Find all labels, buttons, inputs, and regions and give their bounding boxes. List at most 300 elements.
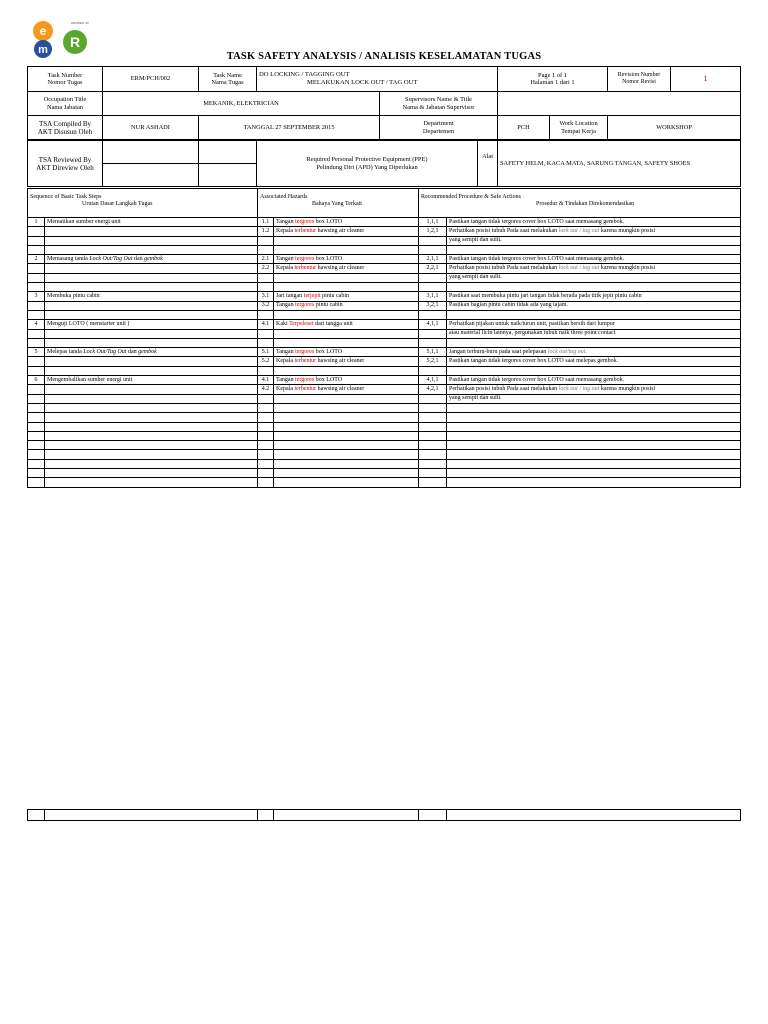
hazard-number: 5.2 — [258, 357, 274, 366]
step-text — [45, 236, 258, 245]
procedure-number — [419, 422, 447, 431]
hazard-number: 4.1 — [258, 376, 274, 385]
text-segment: Jari tangan — [276, 293, 304, 300]
hazard-number: 5.1 — [258, 348, 274, 357]
procedure-text — [447, 348, 741, 357]
hazard-text — [274, 245, 419, 254]
procedure-text — [447, 338, 741, 347]
hazard-number — [258, 283, 274, 292]
table-row — [28, 385, 741, 394]
hazard-number — [258, 459, 274, 468]
table-row — [28, 431, 741, 440]
footer-cell — [28, 810, 45, 821]
location-label: Work Location Tempat Kerja — [550, 116, 608, 140]
procedure-text — [447, 301, 741, 310]
step-number — [28, 227, 45, 236]
hazard-text — [274, 283, 419, 292]
procedure-number — [419, 329, 447, 338]
hazard-number: 2.1 — [258, 255, 274, 264]
step-number: 6 — [28, 376, 45, 385]
highlight-red-text: tergores — [295, 348, 315, 355]
table-row — [28, 301, 741, 310]
table-row — [28, 422, 741, 431]
occupation-label: Occupation Title Nama Jabatan — [28, 92, 103, 116]
step-text — [45, 366, 258, 375]
highlight-gray-text: lock out/tag out. — [547, 348, 587, 355]
step-number — [28, 431, 45, 440]
text-segment: Tangan — [276, 302, 296, 309]
step-text — [45, 292, 258, 301]
text-segment: Membuka pintu cabin — [47, 293, 100, 300]
hazard-text — [274, 292, 419, 301]
hazard-number — [258, 478, 274, 487]
table-row — [28, 403, 741, 412]
text-segment: Pastikan tangan tidak tergores cover box LOTO saat memasang gembok. — [449, 376, 625, 383]
task-number-value: ERM/PCH/002 — [103, 67, 199, 92]
revision-cell — [608, 67, 741, 92]
hazard-text — [274, 422, 419, 431]
procedure-text — [447, 227, 741, 236]
procedure-number — [419, 338, 447, 347]
hazard-number — [258, 413, 274, 422]
procedure-text — [447, 385, 741, 394]
hazard-text — [274, 469, 419, 478]
column-header-row — [28, 189, 741, 218]
page-info: Page 1 of 1 Halaman 1 dari 1 — [498, 67, 608, 92]
step-text — [45, 227, 258, 236]
hazard-number — [258, 236, 274, 245]
hazard-text — [274, 348, 419, 357]
procedure-number — [419, 403, 447, 412]
hazard-text — [274, 320, 419, 329]
table-row — [28, 394, 741, 403]
step-text — [45, 413, 258, 422]
footer-cell — [447, 810, 741, 821]
compiled-label: TSA Compiled By AKT Disusun Oleh — [28, 116, 103, 140]
department-value: PCH — [498, 116, 550, 140]
text-segment: Pastikan tangan tidak tergores cover box LOTO saat memasang gembok. — [449, 255, 625, 262]
ppe-label: Required Personal Protective Equipment (PPE) Pelindung Diri (APD) Yang Diperlukan — [257, 141, 478, 187]
alat-label: Alat — [478, 141, 498, 187]
step-number: 3 — [28, 292, 45, 301]
text-segment: box LOTO — [314, 218, 343, 225]
hazard-text — [274, 403, 419, 412]
supervisor-label: Supervisors Name & Title Nama & Jabatan Supervisor — [380, 92, 498, 116]
step-number — [28, 357, 45, 366]
text-segment: atau material licin lainnya, pergunakan tubuh naik three point contact — [449, 330, 616, 337]
procedure-number — [419, 469, 447, 478]
footer-table — [27, 809, 741, 821]
highlight-red-text: terbentur — [294, 265, 317, 272]
text-segment: yang sempit dan sulit. — [449, 237, 502, 244]
procedure-text — [447, 292, 741, 301]
footer-cell — [258, 810, 274, 821]
hazard-text — [274, 273, 419, 282]
highlight-gray-text: lock out / tag out — [558, 265, 600, 272]
procedure-text — [447, 218, 741, 227]
hazard-number: 1.2 — [258, 227, 274, 236]
table-row — [28, 413, 741, 422]
text-segment: Kepala — [276, 227, 295, 234]
text-segment: dan — [126, 348, 139, 355]
steps-header: Sequence of Basic Task Steps Urutan Dasar Langkah Tugas — [28, 189, 258, 218]
procedure-text — [447, 413, 741, 422]
review-table — [27, 140, 741, 187]
step-number: 4 — [28, 320, 45, 329]
reviewed-label: TSA Reviewed By AKT Direview Oleh — [28, 141, 103, 187]
highlight-red-text: tergores — [295, 376, 315, 383]
text-segment: hawsing air cleaner — [316, 385, 365, 392]
ppe-value: SAFETY HELM, KACA MATA, SARUNG TANGAN, SAFETY SHOES — [498, 141, 741, 187]
step-text — [45, 245, 258, 254]
step-number — [28, 338, 45, 347]
step-text — [45, 431, 258, 440]
text-segment: dan — [132, 255, 145, 262]
hazard-text — [274, 301, 419, 310]
step-number — [28, 283, 45, 292]
text-segment: Perhatikan posisi tubuh Pada saat melakukan — [449, 265, 559, 272]
hazard-number — [258, 394, 274, 403]
text-segment: karena mungkin posisi — [599, 265, 656, 272]
procedure-text — [447, 320, 741, 329]
compiled-value: NUR ASHADI — [103, 116, 199, 140]
hazard-number — [258, 441, 274, 450]
step-number — [28, 422, 45, 431]
step-number — [28, 310, 45, 319]
footer-cell — [274, 810, 419, 821]
hazard-text — [274, 357, 419, 366]
hazard-text — [274, 310, 419, 319]
procedure-text — [447, 255, 741, 264]
step-number — [28, 329, 45, 338]
table-row — [28, 310, 741, 319]
step-text — [45, 348, 258, 357]
text-segment: box LOTO — [314, 376, 343, 383]
hazard-number: 3.1 — [258, 292, 274, 301]
text-segment: Pastikan bagian pintu cabin tidak ada yang tajam. — [449, 302, 568, 309]
procedure-text — [447, 236, 741, 245]
procedure-number — [419, 236, 447, 245]
text-segment: Tangan — [276, 348, 296, 355]
procedure-number — [419, 441, 447, 450]
text-segment: Kaki — [276, 320, 290, 327]
highlight-gray-text: lock out / tag out — [558, 385, 600, 392]
procedure-number — [419, 366, 447, 375]
text-segment: hawsing air cleaner — [316, 265, 365, 272]
step-text — [45, 394, 258, 403]
hazard-text — [274, 227, 419, 236]
table-row — [28, 366, 741, 375]
text-segment: Tangan — [276, 376, 296, 383]
procedure-number — [419, 413, 447, 422]
text-segment: Kepala — [276, 385, 295, 392]
hazard-number: 4.2 — [258, 385, 274, 394]
procedure-number: 2,2,1 — [419, 264, 447, 273]
procedure-number — [419, 273, 447, 282]
step-number: 1 — [28, 218, 45, 227]
step-text — [45, 459, 258, 468]
highlight-red-text: Terpeleset — [289, 320, 314, 327]
procedure-number: 2,1,1 — [419, 255, 447, 264]
revision-value: 1 — [703, 74, 708, 84]
footer-cell — [45, 810, 258, 821]
table-row — [28, 218, 741, 227]
highlight-red-text: tergores — [295, 255, 315, 262]
step-text — [45, 478, 258, 487]
step-number — [28, 469, 45, 478]
procedure-text — [447, 394, 741, 403]
document-title: TASK SAFETY ANALYSIS / ANALISIS KESELAMATAN TUGAS — [226, 51, 542, 62]
procedure-number: 1,2,1 — [419, 227, 447, 236]
procedure-number — [419, 394, 447, 403]
table-row — [28, 441, 741, 450]
text-segment: Pastikan tangan tidak tergores cover box LOTO saat melepas gembok. — [449, 358, 619, 365]
table-row — [28, 255, 741, 264]
text-segment: yang sempit dan sulit. — [449, 274, 502, 281]
step-text — [45, 264, 258, 273]
step-number — [28, 413, 45, 422]
date-value: TANGGAL 27 SEPTEMBER 2015 — [199, 116, 380, 140]
procedure-text — [447, 478, 741, 487]
hazard-text — [274, 394, 419, 403]
hazards-header: Associated Hazards Bahaya Yang Terkait — [258, 189, 419, 218]
step-number — [28, 385, 45, 394]
hazard-number — [258, 450, 274, 459]
hazard-text — [274, 264, 419, 273]
hazard-text — [274, 459, 419, 468]
italic-text: Lock Out/Tag Out — [89, 255, 133, 262]
step-number — [28, 301, 45, 310]
table-row — [28, 329, 741, 338]
reviewed-value-2 — [199, 141, 257, 164]
hazard-text — [274, 236, 419, 245]
step-number — [28, 441, 45, 450]
highlight-red-text: terbentur — [294, 358, 317, 365]
text-segment: pintu cabin — [320, 293, 349, 300]
text-segment: Menguji LOTO ( menstarter unit ) — [47, 320, 130, 327]
text-segment: hawsing air cleaner — [316, 358, 365, 365]
text-segment: box LOTO — [314, 348, 343, 355]
text-segment: Tangan — [276, 255, 296, 262]
highlight-red-text: tergores — [295, 302, 315, 309]
table-row — [28, 469, 741, 478]
procedure-number — [419, 245, 447, 254]
text-segment: Jangan terburu-buru pada saat pelepasan — [449, 348, 548, 355]
table-row — [28, 273, 741, 282]
italic-text: Lock Out/Tag Out — [83, 348, 127, 355]
procedure-text — [447, 273, 741, 282]
step-number — [28, 403, 45, 412]
highlight-red-text: terbentur — [294, 227, 317, 234]
procedure-header: Recommended Procedure & Safe Actions Prosedur & Tindakan Direkomendasikan — [419, 189, 741, 218]
procedure-text — [447, 469, 741, 478]
table-row — [28, 236, 741, 245]
step-text — [45, 329, 258, 338]
text-segment: Mematikan sumber energi unit — [47, 218, 121, 225]
step-number — [28, 264, 45, 273]
step-text — [45, 273, 258, 282]
hazard-text — [274, 385, 419, 394]
hazard-text — [274, 255, 419, 264]
step-text — [45, 301, 258, 310]
procedure-text — [447, 245, 741, 254]
hazard-text — [274, 218, 419, 227]
step-number — [28, 450, 45, 459]
step-text — [45, 450, 258, 459]
procedure-number — [419, 431, 447, 440]
department-label: Department Departemen — [380, 116, 498, 140]
text-segment: Tangan — [276, 218, 296, 225]
hazard-text — [274, 329, 419, 338]
hazard-number — [258, 329, 274, 338]
logo-letter-m: m — [38, 44, 48, 56]
hazard-number — [258, 338, 274, 347]
logo-letter-r: R — [69, 34, 81, 50]
text-segment: hawsing air cleaner — [316, 227, 365, 234]
table-row — [28, 320, 741, 329]
step-text — [45, 283, 258, 292]
footer-cell — [419, 810, 447, 821]
procedure-text — [447, 441, 741, 450]
step-text — [45, 338, 258, 347]
step-number — [28, 273, 45, 282]
text-segment: Perhatikan posisi tubuh Pada saat melakukan — [449, 227, 559, 234]
text-segment: karena mungkin posisi — [599, 385, 656, 392]
hazard-number — [258, 310, 274, 319]
highlight-red-text: tergores — [295, 218, 315, 225]
hazard-text — [274, 413, 419, 422]
step-text — [45, 403, 258, 412]
step-number — [28, 366, 45, 375]
procedure-text — [447, 329, 741, 338]
procedure-text — [447, 403, 741, 412]
step-number — [28, 394, 45, 403]
procedure-number: 5,1,1 — [419, 348, 447, 357]
procedure-number: 3,1,1 — [419, 292, 447, 301]
step-text — [45, 310, 258, 319]
step-text — [45, 441, 258, 450]
text-segment: karena mungkin posisi — [599, 227, 656, 234]
procedure-number: 4,1,1 — [419, 320, 447, 329]
procedure-number — [419, 459, 447, 468]
logo-member-text: MEMBER OF — [70, 21, 90, 25]
table-row — [28, 450, 741, 459]
step-text — [45, 357, 258, 366]
highlight-red-text: terjepit — [303, 293, 321, 300]
text-segment: Mengembalikan sumber energi unit — [47, 376, 133, 383]
hazard-number — [258, 245, 274, 254]
hazard-number — [258, 431, 274, 440]
procedure-text — [447, 376, 741, 385]
text-segment: Perhatikan posisi tubuh Pada saat melakukan — [449, 385, 559, 392]
text-segment: Kepala — [276, 265, 295, 272]
hazard-number — [258, 403, 274, 412]
step-number — [28, 478, 45, 487]
hazard-text — [274, 441, 419, 450]
hazard-text — [274, 338, 419, 347]
logo-letter-e: e — [39, 24, 47, 38]
table-row — [28, 283, 741, 292]
table-row — [28, 478, 741, 487]
task-number-label: Task Number Nomor Tugas — [28, 67, 103, 92]
highlight-red-text: terbentur — [294, 385, 317, 392]
text-segment: Pastikan saat membuka pintu jari tangan tidak berada pada titik jepit pintu cabin — [449, 293, 642, 300]
table-row — [28, 227, 741, 236]
task-name-label: Task Name Nama Tugas — [199, 67, 257, 92]
procedure-text — [447, 431, 741, 440]
hazard-number — [258, 273, 274, 282]
table-row — [28, 348, 741, 357]
hazard-text — [274, 366, 419, 375]
procedure-text — [447, 459, 741, 468]
procedure-number: 5,2,1 — [419, 357, 447, 366]
step-text — [45, 255, 258, 264]
procedure-number — [419, 283, 447, 292]
text-segment: box LOTO — [314, 255, 343, 262]
procedure-text — [447, 357, 741, 366]
table-row — [28, 264, 741, 273]
step-text — [45, 218, 258, 227]
procedure-number — [419, 310, 447, 319]
step-text — [45, 376, 258, 385]
text-segment: yang sempit dan sulit. — [449, 395, 502, 402]
procedure-text — [447, 264, 741, 273]
hazard-number: 3.2 — [258, 301, 274, 310]
hazard-text — [274, 376, 419, 385]
table-row — [28, 357, 741, 366]
hazard-number — [258, 469, 274, 478]
step-text — [45, 422, 258, 431]
hazard-number: 4.1 — [258, 320, 274, 329]
text-segment: dari tangga unit — [313, 320, 353, 327]
hazard-text — [274, 431, 419, 440]
tsa-table — [27, 188, 741, 488]
highlight-gray-text: lock out / tag out — [558, 227, 600, 234]
procedure-text — [447, 310, 741, 319]
table-row — [28, 292, 741, 301]
hazard-number: 2.2 — [258, 264, 274, 273]
table-row — [28, 459, 741, 468]
hazard-number: 1.1 — [258, 218, 274, 227]
procedure-text — [447, 450, 741, 459]
revision-label: Revision Number Nomor Revisi — [608, 67, 671, 91]
reviewed-value-1 — [103, 141, 199, 164]
step-text — [45, 385, 258, 394]
procedure-number — [419, 478, 447, 487]
reviewed-value-4 — [199, 164, 257, 187]
text-segment: Memasang tanda — [47, 255, 90, 262]
text-segment: Pastikan tangan tidak tergores cover box LOTO saat memasang gembok. — [449, 218, 625, 225]
step-number — [28, 459, 45, 468]
procedure-number — [419, 450, 447, 459]
step-number: 5 — [28, 348, 45, 357]
procedure-text — [447, 283, 741, 292]
text-segment: Perhatikan pijakan untuk naik/turun unit, pastikan bersih dari lumpur — [449, 320, 615, 327]
task-name-value: DO LOCKING / TAGGING OUT MELAKUKAN LOCK OUT / TAG OUT — [257, 67, 498, 92]
procedure-text — [447, 366, 741, 375]
procedure-number: 3,2,1 — [419, 301, 447, 310]
reviewed-value-3 — [103, 164, 199, 187]
hazard-text — [274, 478, 419, 487]
procedure-number: 1,1,1 — [419, 218, 447, 227]
step-number — [28, 236, 45, 245]
italic-text: gembok — [144, 255, 163, 262]
hazard-text — [274, 450, 419, 459]
table-row — [28, 376, 741, 385]
table-row — [28, 338, 741, 347]
hazard-number — [258, 422, 274, 431]
procedure-number: 4,2,1 — [419, 385, 447, 394]
